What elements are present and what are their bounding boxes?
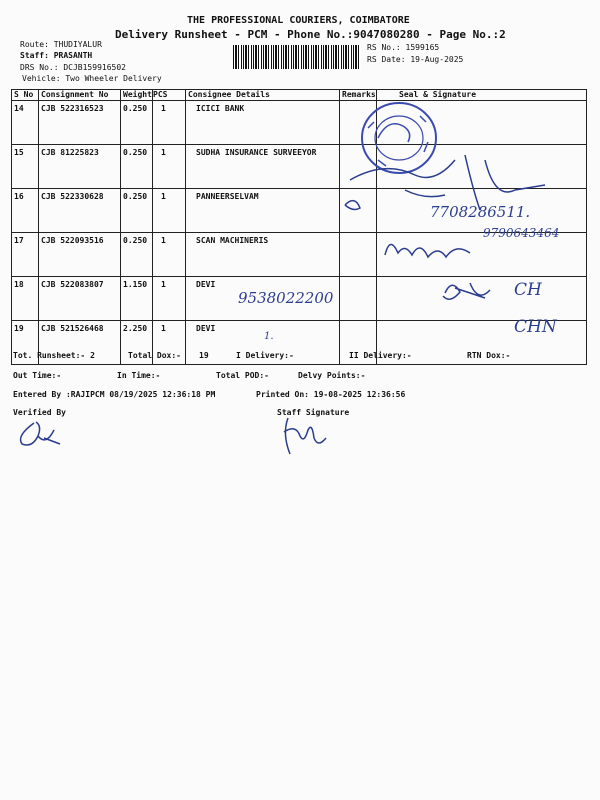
rs-date: RS Date: 19-Aug-2025 <box>367 55 464 64</box>
barcode-image <box>233 45 361 69</box>
handwritten-phone-1: 7708286511. <box>430 203 531 221</box>
row-pcs: 1 <box>153 101 186 145</box>
table-header-row <box>12 90 587 101</box>
tamil-signature <box>380 235 480 265</box>
delvy-points: Delvy Points:- <box>298 371 366 380</box>
rtn-dox: RTN Dox:- <box>467 351 511 360</box>
row-consignment: CJB 521526468 <box>39 321 121 365</box>
row-sno: 15 <box>12 145 39 189</box>
col-header-consignee: Consignee Details <box>186 90 340 101</box>
row-sno: 16 <box>12 189 39 233</box>
row-sno: 18 <box>12 277 39 321</box>
col-header-sno: S No <box>12 90 39 101</box>
handwritten-phone-3: 9538022200 <box>238 289 334 307</box>
staff-signature-label: Staff Signature <box>277 408 350 417</box>
drs-number: DRS No.: DCJB159916502 <box>20 63 126 72</box>
runsheet-title: Delivery Runsheet - PCM - Phone No.:9047080280 - Page No.:2 <box>115 28 506 41</box>
out-time: Out Time:- <box>13 371 62 380</box>
entered-by: Entered By :RAJIPCM 08/19/2025 12:36:18 PM <box>13 390 216 399</box>
row-pcs: 1 <box>153 233 186 277</box>
row-weight: 0.250 <box>121 189 153 233</box>
handwritten-ch-1: CH <box>514 280 542 300</box>
vehicle-label: Vehicle: Two Wheeler Delivery <box>22 74 162 83</box>
table-row <box>12 101 587 145</box>
row-consignment: CJB 81225823 <box>39 145 121 189</box>
row-remarks <box>340 233 377 277</box>
row-consignment: CJB 522330628 <box>39 189 121 233</box>
row-sno: 17 <box>12 233 39 277</box>
col-header-seal: Seal & Signature <box>377 90 587 101</box>
row-pcs: 1 <box>153 277 186 321</box>
row-consignment: CJB 522316523 <box>39 101 121 145</box>
row-consignee: SCAN MACHINERIS <box>186 233 340 277</box>
row-consignment: CJB 522083807 <box>39 277 121 321</box>
row-consignee: SUDHA INSURANCE SURVEEYOR <box>186 145 340 189</box>
col-header-consignment: Consignment No <box>39 90 121 101</box>
verified-by-label: Verified By <box>13 408 66 417</box>
row-pcs: 1 <box>153 321 186 365</box>
total-pod: Total POD:- <box>216 371 269 380</box>
row-pcs: 1 <box>153 189 186 233</box>
handwritten-mark: 1. <box>264 331 274 342</box>
row-pcs: 1 <box>153 145 186 189</box>
total-dox-label: Total Dox:- <box>128 351 181 360</box>
col-header-weight: Weight <box>121 90 153 101</box>
rs-number: RS No.: 1599165 <box>367 43 440 52</box>
row-weight: 1.150 <box>121 277 153 321</box>
row-weight: 0.250 <box>121 101 153 145</box>
handwritten-phone-2: 9790643464 <box>483 226 560 240</box>
initials-signature <box>440 278 500 308</box>
printed-on: Printed On: 19-08-2025 12:36:56 <box>256 390 406 399</box>
row-consignee: ICICI BANK <box>186 101 340 145</box>
row-remarks <box>340 277 377 321</box>
route-label: Route: THUDIYALUR <box>20 40 102 49</box>
row-consignee: DEVI <box>186 321 340 365</box>
in-time: In Time:- <box>117 371 161 380</box>
tot-runsheet: Tot. Runsheet:- 2 <box>13 351 95 360</box>
row-sno: 14 <box>12 101 39 145</box>
row-consignee: PANNEERSELVAM <box>186 189 340 233</box>
row-sno: 19 <box>12 321 39 365</box>
staff-label: Staff: PRASANTH <box>20 51 93 60</box>
handwritten-ch-2: CHN <box>514 317 557 337</box>
ii-delivery: II Delivery:- <box>349 351 412 360</box>
i-delivery: I Delivery:- <box>236 351 294 360</box>
staff-signature <box>278 414 338 458</box>
row-consignee: DEVI <box>186 277 340 321</box>
company-name: THE PROFESSIONAL COURIERS, COIMBATORE <box>187 15 410 26</box>
verified-by-signature <box>14 418 64 450</box>
row-weight: 0.250 <box>121 233 153 277</box>
col-header-pcs: PCS <box>153 90 186 101</box>
row-weight: 0.250 <box>121 145 153 189</box>
col-header-remarks: Remarks <box>340 90 377 101</box>
row-weight: 2.250 <box>121 321 153 365</box>
total-dox-value: 19 <box>199 351 209 360</box>
row-consignment: CJB 522093516 <box>39 233 121 277</box>
